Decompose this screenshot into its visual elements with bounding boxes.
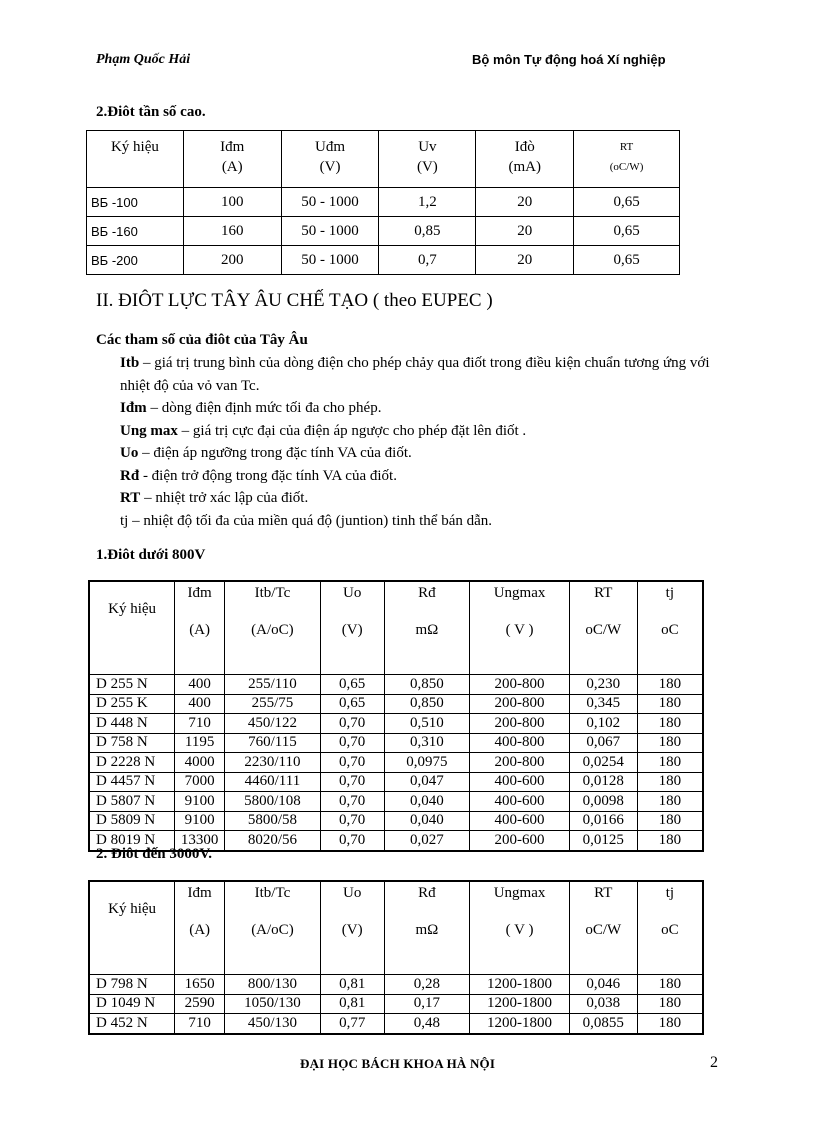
up-to-3000v-diode-table [88,880,704,1035]
col-header-unit: mΩ [415,922,439,938]
col-header [569,581,637,675]
table-cell: 200-800 [470,753,570,773]
col-header-unit: (V) [341,622,363,638]
table-cell: 180 [637,831,703,851]
param-description: – dòng điện định mức tối đa cho phép. [146,400,382,416]
table-cell: 180 [637,792,703,812]
table-cell: 0,70 [320,811,384,831]
table-cell: 180 [637,811,703,831]
table-header-row [87,131,680,188]
col-header-unit: mΩ [415,622,439,638]
table-header-row [89,581,703,675]
param-description: – nhiệt độ tối đa của miền quá độ (juntion) tinh thể bán dẫn. [128,512,493,529]
table-cell: 450/130 [225,1014,321,1034]
table-cell: 0,70 [320,831,384,851]
col-header-unit: oC/W [585,922,622,938]
table-cell: 0,046 [569,975,637,995]
table-cell: 180 [637,975,703,995]
param-symbol: Iđm [120,400,147,416]
table-cell: 0,65 [574,217,680,246]
table-cell: 9100 [175,792,225,812]
table-cell: 20 [476,217,574,246]
col-header [175,881,225,975]
param-symbol: Uo [120,445,139,461]
param-item [120,510,720,533]
table-row [89,753,703,773]
col-header [384,881,470,975]
table-cell: 0,067 [569,733,637,753]
col-header-label: Ungmax [493,885,546,901]
col-header-label: Itb/Tc [254,885,291,901]
table-row [89,675,703,695]
table-cell: 0,70 [320,733,384,753]
col-header-uv: Uv (V) [379,131,476,188]
cell-symbol: D 798 N [89,975,175,995]
cell-symbol: ВБ -100 [87,188,184,217]
params-list [120,352,720,532]
col-header-label: RT [594,885,613,901]
param-description: - điện trở động trong đặc tính VA của điốt. [139,467,397,484]
col-header-unit: oC [661,622,679,638]
table-cell: 200-800 [470,714,570,734]
section-under-800v-title: 1.Điôt dưới 800V [96,547,206,563]
table-cell: 180 [637,694,703,714]
table-cell: 0,70 [320,772,384,792]
table-cell: 0,0098 [569,792,637,812]
table-row [89,733,703,753]
table-cell: 0,047 [384,772,470,792]
table-row [89,811,703,831]
table-cell: 4000 [175,753,225,773]
table-row [89,772,703,792]
col-header-idm: Iđm (A) [183,131,281,188]
col-header-rt: RT (oC/W) [574,131,680,188]
col-header [89,881,175,975]
table-cell: 255/110 [225,675,321,695]
param-item [120,420,720,443]
cell-symbol: D 452 N [89,1014,175,1034]
param-description: – điện áp ngưỡng trong đặc tính VA của điốt. [138,445,412,461]
cell-symbol: D 255 N [89,675,175,695]
table-cell: 760/115 [225,733,321,753]
table-cell: 7000 [175,772,225,792]
cell-symbol: D 1049 N [89,994,175,1014]
col-header-label: Rđ [418,885,436,901]
table-cell: 20 [476,188,574,217]
table-cell: 160 [183,217,281,246]
col-header-unit: ( V ) [505,622,534,638]
param-item [120,397,720,420]
table-cell: 0,850 [384,675,470,695]
table-cell: 0,48 [384,1014,470,1034]
table-cell: 180 [637,733,703,753]
param-symbol: tj [120,512,129,529]
table-cell: 8020/56 [225,831,321,851]
table-cell: 200-800 [470,675,570,695]
table-cell: 0,310 [384,733,470,753]
table-cell: 180 [637,994,703,1014]
table-cell: 1,2 [379,188,476,217]
cell-symbol: D 758 N [89,733,175,753]
col-header-ido: Iđò (mA) [476,131,574,188]
table-cell: 180 [637,675,703,695]
table-cell: 200-600 [470,831,570,851]
col-header-label: Itb/Tc [254,585,291,601]
table-cell: 0,85 [379,217,476,246]
col-header-label: Rđ [418,585,436,601]
table-cell: 0,81 [320,994,384,1014]
table-cell: 200 [183,246,281,275]
param-symbol: Rđ [120,467,140,484]
table-cell: 0,040 [384,811,470,831]
col-header-unit: (A) [189,922,211,938]
col-header [384,581,470,675]
col-header [470,581,570,675]
param-symbol: RT [120,490,141,506]
table-cell: 2590 [175,994,225,1014]
param-item [120,442,720,465]
table-row [89,792,703,812]
col-header [175,581,225,675]
col-header-label: tj [665,885,675,901]
table-cell: 0,027 [384,831,470,851]
table-cell: 1200-1800 [470,975,570,995]
table-cell: 0,70 [320,714,384,734]
col-header-label: Uo [342,585,362,601]
under-800v-diode-table [88,580,704,852]
col-header-label: Ký hiệu [108,901,157,917]
table-cell: 0,850 [384,694,470,714]
table-cell: 1050/130 [225,994,321,1014]
cell-symbol: D 255 K [89,694,175,714]
table-cell: 9100 [175,811,225,831]
param-item [120,352,720,397]
col-header-udm: Uđm (V) [281,131,379,188]
param-symbol: Itb [120,355,140,371]
col-header-label: Iđm [187,585,212,601]
header-department: Bộ môn Tự động hoá Xí nghiệp [472,52,666,67]
col-header-label: tj [665,585,675,601]
table-header-row [89,881,703,975]
col-header [637,581,703,675]
table-cell: 0,65 [320,675,384,695]
col-header-symbol: Ký hiệu [87,131,184,188]
col-header-unit: (A/oC) [251,622,294,638]
table-cell: 0,77 [320,1014,384,1034]
footer-university: ĐẠI HỌC BÁCH KHOA HÀ NỘI [300,1056,496,1071]
high-frequency-diode-table [86,130,680,275]
table-cell: 0,038 [569,994,637,1014]
col-header-unit: oC [661,922,679,938]
col-header-unit: ( V ) [505,922,534,938]
col-header [225,881,321,975]
table-row [87,246,680,275]
table-cell: 450/122 [225,714,321,734]
cell-symbol: D 4457 N [89,772,175,792]
table-cell: 200-800 [470,694,570,714]
cell-symbol: D 5809 N [89,811,175,831]
section-eupec-title: II. ĐIÔT LỰC TÂY ÂU CHẾ TẠO ( theo EUPEC ) [96,290,493,311]
table-cell: 20 [476,246,574,275]
col-header [569,881,637,975]
table-cell: 0,70 [320,792,384,812]
section-high-frequency-title: 2.Điôt tần số cao. [96,104,206,120]
table-cell: 0,65 [574,188,680,217]
table-cell: 710 [175,714,225,734]
col-header [89,581,175,675]
page-number: 2 [710,1054,718,1071]
col-header-unit: (A) [189,622,211,638]
table-row [89,1014,703,1034]
table-cell: 0,65 [320,694,384,714]
table-cell: 2230/110 [225,753,321,773]
col-header-label: Iđm [187,885,212,901]
col-header-label: Ký hiệu [108,601,157,617]
table-cell: 400-600 [470,772,570,792]
table-row [87,188,680,217]
table-row [89,975,703,995]
header-author: Phạm Quốc Hải [96,52,191,67]
table-cell: 400 [175,675,225,695]
param-symbol: Ung max [120,422,178,439]
col-header [320,581,384,675]
table-cell: 0,230 [569,675,637,695]
col-header-label: Uo [343,885,362,901]
table-cell: 0,70 [320,753,384,773]
table-cell: 0,345 [569,694,637,714]
table-cell: 0,0254 [569,753,637,773]
table-cell: 400-800 [470,733,570,753]
col-header [320,881,384,975]
table-cell: 5800/58 [225,811,321,831]
table-cell: 1195 [175,733,225,753]
table-cell: 180 [637,1014,703,1034]
col-header [470,881,570,975]
table-cell: 4460/111 [225,772,321,792]
table-cell: 100 [183,188,281,217]
table-cell: 0,0128 [569,772,637,792]
param-description: – nhiệt trở xác lập của điốt. [140,490,309,506]
table-cell: 800/130 [225,975,321,995]
table-cell: 0,510 [384,714,470,734]
section-up-to-3000v-title: 2. Điôt đến 3000V. [96,846,212,862]
table-row [89,714,703,734]
table-cell: 180 [637,753,703,773]
col-header-label: Ungmax [493,585,546,601]
table-cell: 0,0855 [569,1014,637,1034]
table-cell: 0,102 [569,714,637,734]
table-cell: 1200-1800 [470,1014,570,1034]
table-cell: 255/75 [225,694,321,714]
table-cell: 13300 [175,831,225,851]
table-cell: 1200-1800 [470,994,570,1014]
table-cell: 400-600 [470,792,570,812]
table-cell: 180 [637,714,703,734]
table-cell: 0,040 [384,792,470,812]
col-header [637,881,703,975]
col-header-label: RT [594,585,613,601]
table-cell: 0,7 [379,246,476,275]
table-row [89,994,703,1014]
table-cell: 0,0125 [569,831,637,851]
table-cell: 0,0166 [569,811,637,831]
cell-symbol: ВБ -160 [87,217,184,246]
table-row [89,694,703,714]
table-cell: 180 [637,772,703,792]
cell-symbol: D 2228 N [89,753,175,773]
table-row [87,217,680,246]
table-cell: 400-600 [470,811,570,831]
table-cell: 5800/108 [225,792,321,812]
table-cell: 0,0975 [384,753,470,773]
table-cell: 0,65 [574,246,680,275]
table-cell: 710 [175,1014,225,1034]
param-item [120,465,720,488]
table-cell: 1650 [175,975,225,995]
table-cell: 50 - 1000 [281,246,379,275]
col-header-unit: (V) [341,922,363,938]
param-description: – giá trị trung bình của dòng điện cho phép chảy qua điốt trong điều kiện chuẩn tương ứng với nhiệt độ của vỏ van Tc. [120,355,710,394]
col-header [225,581,321,675]
param-description: – giá trị cực đại của điện áp ngược cho phép đặt lên điốt . [177,422,527,439]
cell-symbol: D 448 N [89,714,175,734]
cell-symbol: D 5807 N [89,792,175,812]
cell-symbol: D 8019 N [89,831,175,851]
table-cell: 0,81 [320,975,384,995]
col-header-unit: oC/W [585,622,622,638]
table-cell: 0,28 [384,975,470,995]
col-header-unit: (A/oC) [251,922,294,938]
table-cell: 50 - 1000 [281,188,379,217]
cell-symbol: ВБ -200 [87,246,184,275]
params-title: Các tham số của điôt của Tây Âu [96,332,308,348]
table-cell: 400 [175,694,225,714]
table-cell: 0,17 [384,994,470,1014]
table-cell: 50 - 1000 [281,217,379,246]
param-item [120,487,720,510]
